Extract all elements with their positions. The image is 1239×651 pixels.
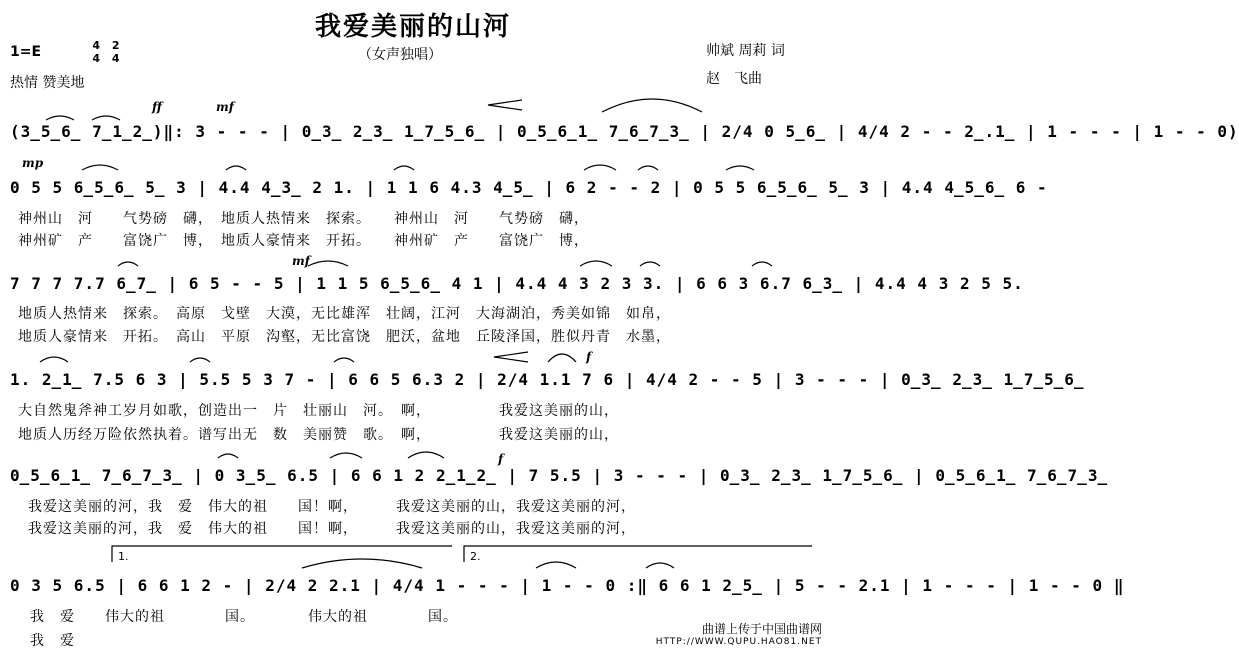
slur	[580, 261, 612, 266]
music-line: 7 7 7 7.7 6̲7̲ | 6 5 - - 5 | 1 1 5 6̲5̲6̲ 4 1 | 4.4 4 3 2 3 3. | 6 6 3 6.7 6̲3̲ | 4.4 4 3 2 5 5.	[10, 274, 1024, 293]
footer-site-name: 曲谱上传于中国曲谱网	[701, 622, 822, 636]
lyric-line: 我 爱 伟大的祖 国。 伟大的祖 国。	[30, 609, 458, 625]
slur	[40, 357, 68, 362]
slur	[638, 166, 658, 170]
dynamic-marking: ff	[152, 100, 162, 114]
slur	[190, 358, 210, 362]
lyric-line: 神州矿 产 富饶广 博， 地质人豪情来 开拓。 神州矿 产 富饶广 博，	[18, 233, 589, 249]
slur	[640, 262, 660, 266]
slur	[584, 165, 616, 170]
crescendo-hairpin	[488, 100, 522, 110]
slur	[394, 166, 414, 170]
dynamic-marking: f	[498, 452, 504, 466]
slur	[218, 454, 238, 458]
tempo-marking: 热情 赞美地	[10, 75, 85, 91]
slur	[726, 166, 754, 170]
lyric-line: 大自然鬼斧神工岁月如歌，创造出一 片 壮丽山 河。 啊， 我爱这美丽的山，	[18, 403, 619, 419]
lyric-line: 地质人豪情来 开拓。 高山 平原 沟壑，无比富饶 肥沃，盆地 丘陵泽国，胜似丹青 水墨，	[18, 329, 671, 345]
dynamic-marking: mf	[216, 100, 234, 114]
slur	[82, 165, 118, 170]
slur	[226, 166, 246, 170]
lyricist-credit: 帅斌 周莉 词	[706, 43, 785, 59]
slur	[330, 453, 362, 458]
slur	[602, 99, 702, 112]
volta-second-bracket	[464, 546, 812, 562]
key-signature: 1=E	[10, 44, 42, 60]
music-line: 0 5 5 6̲5̲6̲ 5̲ 3 | 4.4 4̲3̲ 2 1. | 1 1 6 4.3 4̲5̲ | 6 2 - - 2 | 0 5 5 6̲5̲6̲ 5̲ 3 | 4.4 4̲5̲6̲ 6 -	[10, 178, 1048, 197]
slur	[334, 358, 354, 362]
dynamic-marking: f	[586, 350, 592, 364]
slur	[118, 262, 138, 266]
lyric-line: 我爱这美丽的河，我 爱 伟大的祖 国！啊， 我爱这美丽的山，我爱这美丽的河，	[28, 521, 636, 537]
slur	[302, 559, 422, 568]
slur	[92, 116, 120, 120]
footer-watermark	[656, 623, 822, 649]
footer-site-url: HTTP://WWW.QUPU.HAO81.NET	[655, 637, 822, 647]
music-line: 0 3 5 6.5 | 6 6 1 2 - | 2/4 2 2.1 | 4/4 1 - - - | 1 - - 0 :‖ 6 6 1 2̲5̲ | 5 - - 2.1 | 1 - - - | 1 - - 0 ‖	[10, 576, 1125, 595]
dynamic-marking: mp	[22, 156, 44, 170]
music-line: 0̲5̲6̲1̲ 7̲6̲7̲3̲ | 0 3̲5̲ 6.5 | 6 6 1 2 2̲1̲2̲ | 7 5.5 | 3 - - - | 0̲3̲ 2̲3̲ 1̲7̲5̲6̲ | 0̲5̲6̲1̲ 7̲6̲7̲3̲	[10, 466, 1109, 485]
crescendo-hairpin	[494, 352, 528, 362]
time-signature-top: 4 2	[92, 39, 120, 52]
dynamic-marking: mf	[292, 254, 310, 268]
volta-first-bracket	[112, 546, 452, 562]
time-signature-bottom: 4 4	[92, 52, 120, 65]
music-line: 1. 2̲1̲ 7.5 6 3 | 5.5 5 3 7 - | 6 6 5 6.3 2 | 2/4 1.1 7 6 | 4/4 2 - - 5 | 3 - - - | 0̲3̲ 2̲3̲ 1̲7̲5̲6̲	[10, 370, 1085, 389]
lyric-line: 地质人历经万险依然执着。谱写出无 数 美丽赞 歌。 啊， 我爱这美丽的山，	[18, 427, 619, 443]
slur	[548, 354, 576, 362]
song-subtitle: （女声独唱）	[358, 47, 442, 63]
slur	[752, 262, 772, 266]
lyric-line: 地质人热情来 探索。 高原 戈壁 大漠，无比雄浑 壮阔，江河 大海湖泊，秀美如锦 如帛，	[18, 306, 671, 322]
volta-first-label: 1.	[118, 550, 129, 563]
slur	[408, 452, 444, 458]
song-title: 我爱美丽的山河	[314, 12, 511, 42]
slur	[646, 563, 674, 568]
slur	[536, 562, 576, 568]
composer-credit: 赵 飞曲	[706, 71, 762, 87]
lyric-line: 神州山 河 气势磅 礴， 地质人热情来 探索。 神州山 河 气势磅 礴，	[18, 211, 589, 227]
slur	[46, 116, 74, 120]
volta-second-label: 2.	[470, 550, 481, 563]
slur	[308, 261, 348, 266]
lyric-line: 我爱这美丽的河，我 爱 伟大的祖 国！啊， 我爱这美丽的山，我爱这美丽的河，	[28, 499, 636, 515]
music-line: (3̲5̲6̲ 7̲1̲2̲)‖: 3 - - - | 0̲3̲ 2̲3̲ 1̲7̲5̲6̲ | 0̲5̲6̲1̲ 7̲6̲7̲3̲ | 2/4 0 5̲6̲ | 4/4 2 - - 2̲.1̲ | 1 - - - | 1 - - 0)	[10, 122, 1239, 141]
lyric-line: 我 爱	[30, 633, 75, 649]
